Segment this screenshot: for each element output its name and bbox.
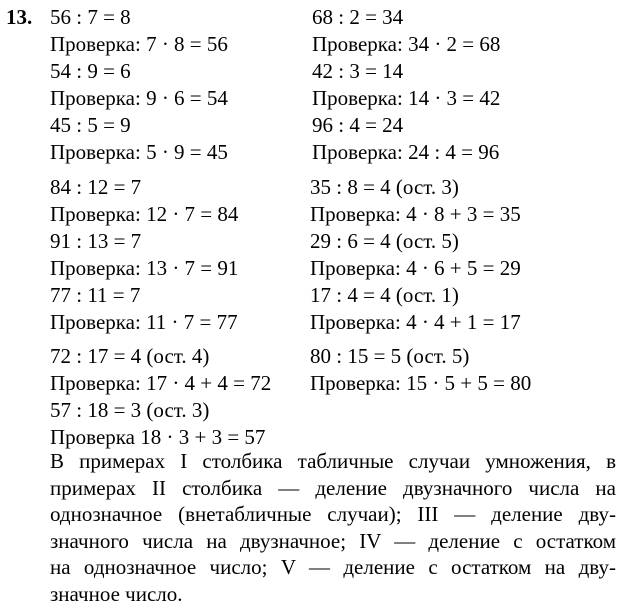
left-line: 54 : 9 = 6 (50, 59, 131, 83)
left-line: Проверка: 11 · 7 = 77 (50, 310, 238, 334)
exercise-number: 13. (6, 5, 33, 29)
left-line: Проверка: 7 · 8 = 56 (50, 32, 228, 56)
right-line: Проверка: 14 · 3 = 42 (312, 86, 501, 110)
left-line: Проверка: 13 · 7 = 91 (50, 256, 239, 280)
left-line: 56 : 7 = 8 (50, 5, 131, 29)
paragraph-line: В примерах I столбика табличные случаи умножения, в (50, 449, 616, 473)
left-line: 57 : 18 = 3 (ост. 3) (50, 398, 210, 422)
left-line: 77 : 11 = 7 (50, 283, 141, 307)
left-line: Проверка: 17 · 4 + 4 = 72 (50, 371, 272, 395)
paragraph-line: примерах II столбика — деление двузначного числа на (50, 475, 616, 500)
right-line: 42 : 3 = 14 (312, 59, 404, 83)
right-line: 96 : 4 = 24 (312, 113, 404, 137)
right-line: 80 : 15 = 5 (ост. 5) (310, 344, 470, 368)
left-line: Проверка: 5 · 9 = 45 (50, 140, 228, 164)
explanation-paragraph (50, 448, 616, 608)
left-line: 45 : 5 = 9 (50, 113, 131, 137)
right-line: Проверка: 4 · 6 + 5 = 29 (310, 256, 521, 280)
right-line: Проверка: 24 : 4 = 96 (312, 140, 500, 164)
left-line: 84 : 12 = 7 (50, 175, 142, 199)
paragraph-line: значное число. (50, 581, 183, 606)
right-line: Проверка: 4 · 4 + 1 = 17 (310, 310, 521, 334)
right-line: 68 : 2 = 34 (312, 5, 404, 29)
left-line: 72 : 17 = 4 (ост. 4) (50, 344, 210, 368)
right-line: Проверка: 4 · 8 + 3 = 35 (310, 202, 521, 226)
left-line: Проверка 18 · 3 + 3 = 57 (50, 425, 266, 449)
left-line: Проверка: 9 · 6 = 54 (50, 86, 228, 110)
left-line: Проверка: 12 · 7 = 84 (50, 202, 239, 226)
paragraph-line: на однозначное число; V — деление с остатком на дву- (50, 555, 616, 580)
left-line: 91 : 13 = 7 (50, 229, 142, 253)
right-line: 29 : 6 = 4 (ост. 5) (310, 229, 459, 253)
right-line: Проверка: 34 · 2 = 68 (312, 32, 501, 56)
right-line: Проверка: 15 · 5 + 5 = 80 (310, 371, 532, 395)
right-line: 17 : 4 = 4 (ост. 1) (310, 283, 459, 307)
paragraph-line: однозначное (внетабличные случаи); III — деление дву- (50, 502, 616, 527)
right-line: 35 : 8 = 4 (ост. 3) (310, 175, 459, 199)
paragraph-line: значного числа на двузначное; IV — деление с остатком (50, 528, 616, 553)
